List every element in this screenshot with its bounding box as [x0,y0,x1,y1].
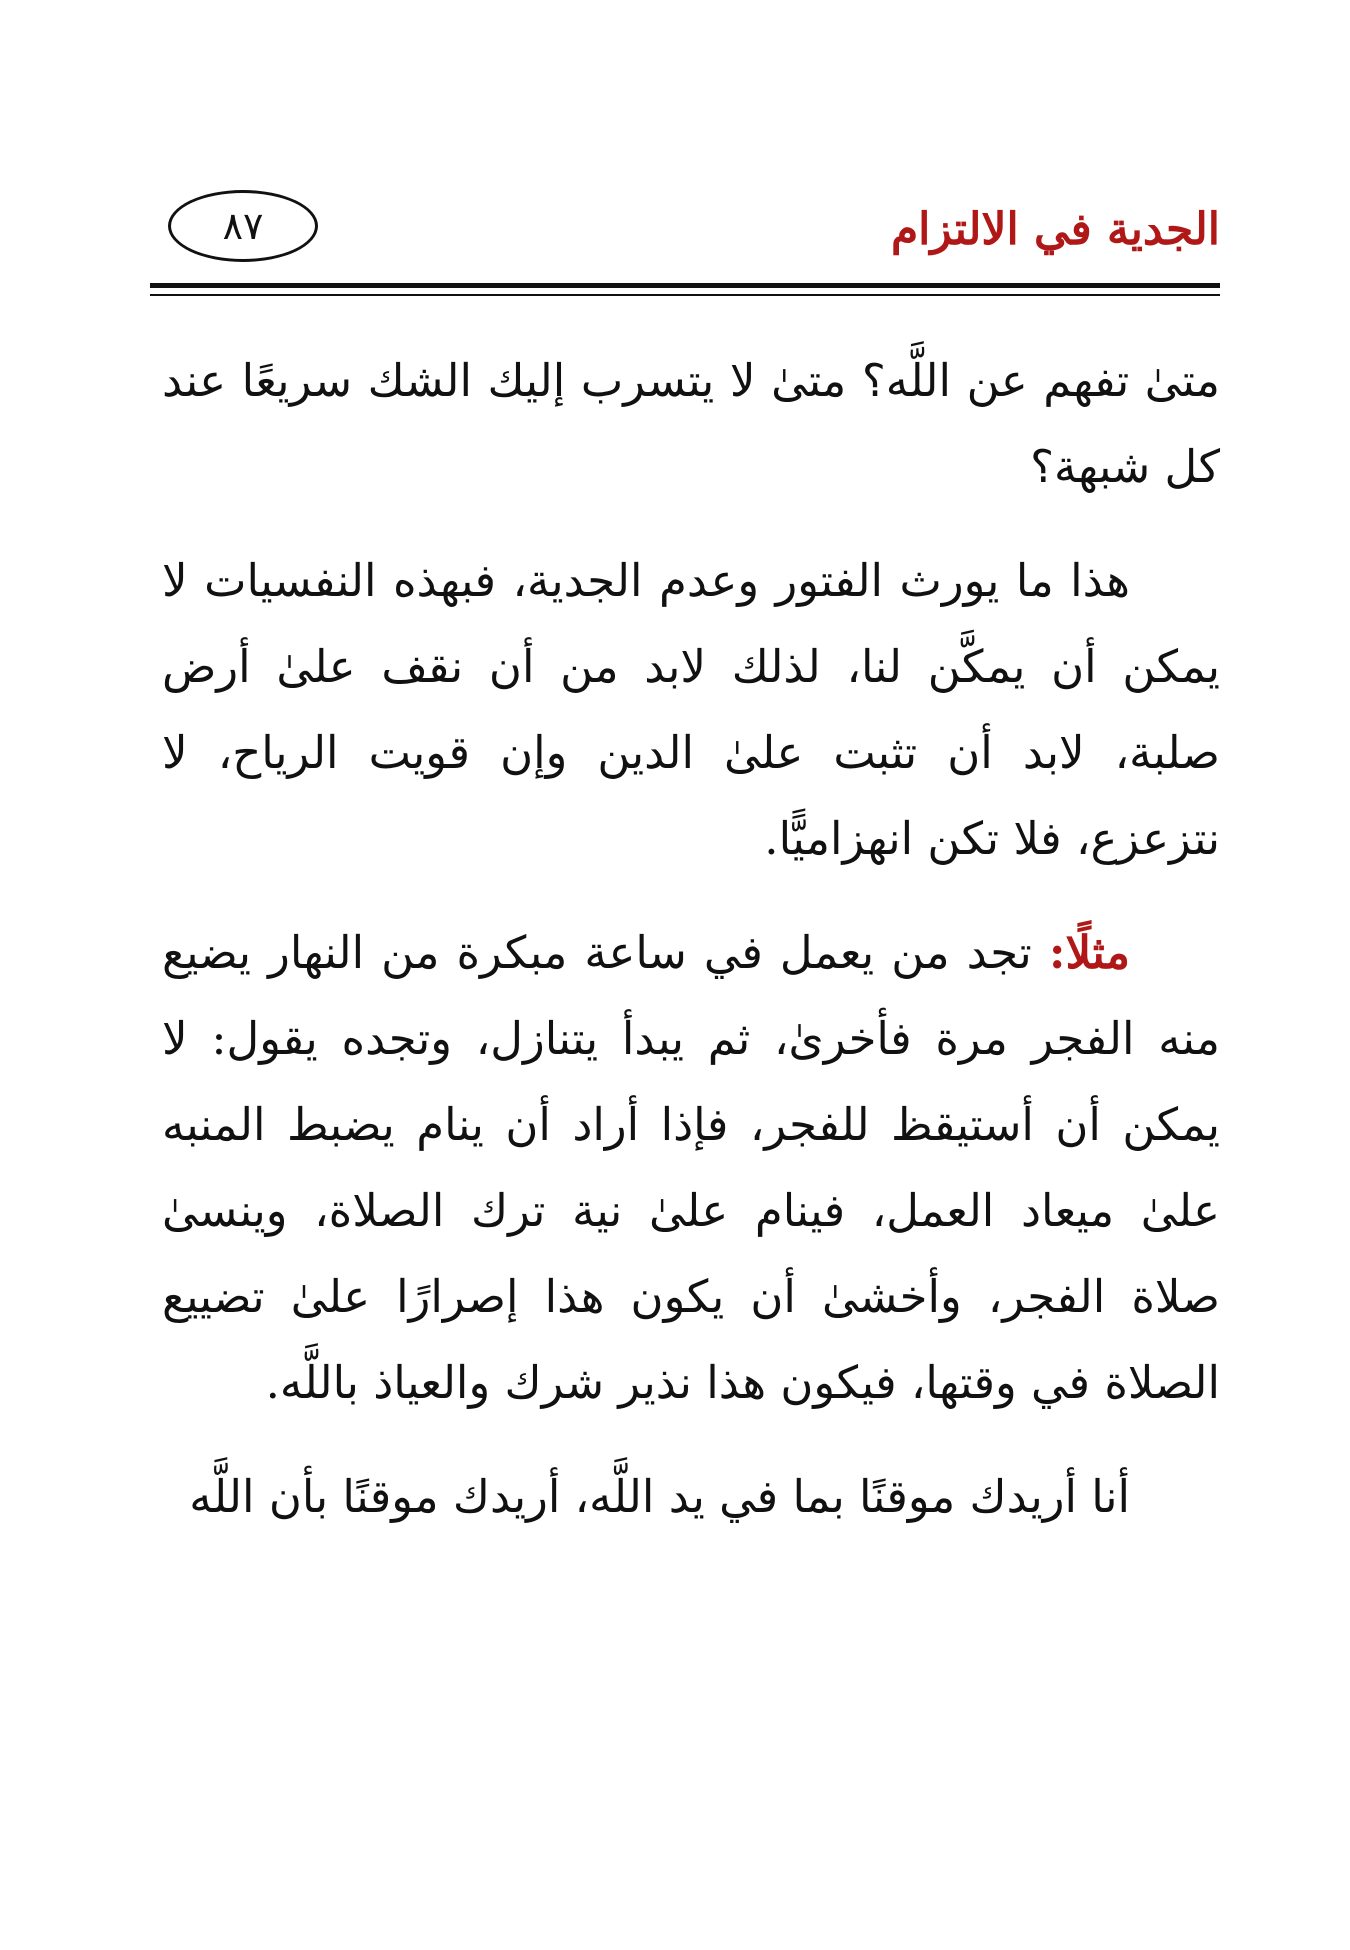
paragraph-example [162,910,1220,1426]
header-rule-thin [150,294,1220,296]
page-number: ٨٧ [222,204,264,248]
paragraph-question: متىٰ تفهم عن اللَّه؟ متىٰ لا يتسرب إليك الشك سريعًا عند كل شبهة؟ [162,354,1220,493]
paragraph-certainty: أنا أريدك موقنًا بما في يد اللَّه، أريدك موقنًا بأن اللَّه [189,1470,1130,1523]
example-text: تجد من يعمل في ساعة مبكرة من النهار يضيع منه الفجر مرة فأخرىٰ، ثم يبدأ يتنازل، وتجده يقول: لا يمكن أن أستيقظ للفجر، فإذا أراد أن ينام يضبط المنبه علىٰ ميعاد العمل، فينام علىٰ نية ترك الصلاة، وينسىٰ صلاة الفجر، وأخشىٰ أن يكون هذا إصرارًا علىٰ تضييع الصلاة في وقتها، فيكون هذا نذير شرك والعياذ باللَّه. [162,926,1220,1409]
example-label: مثلًا: [1048,926,1130,979]
paragraph-weakness: هذا ما يورث الفتور وعدم الجدية، فبهذه النفسيات لا يمكن أن يمكَّن لنا، لذلك لابد من أن نقف علىٰ أرض صلبة، لابد أن تثبت علىٰ الدين وإن قويت الرياح، لا نتزعزع، فلا تكن انهزاميًّا. [162,554,1220,865]
page-header [150,190,1220,270]
running-title: الجدية في الالتزام [890,204,1220,255]
header-rule-thick [150,283,1220,288]
page-number-oval [168,190,318,262]
body-text [162,338,1220,1540]
